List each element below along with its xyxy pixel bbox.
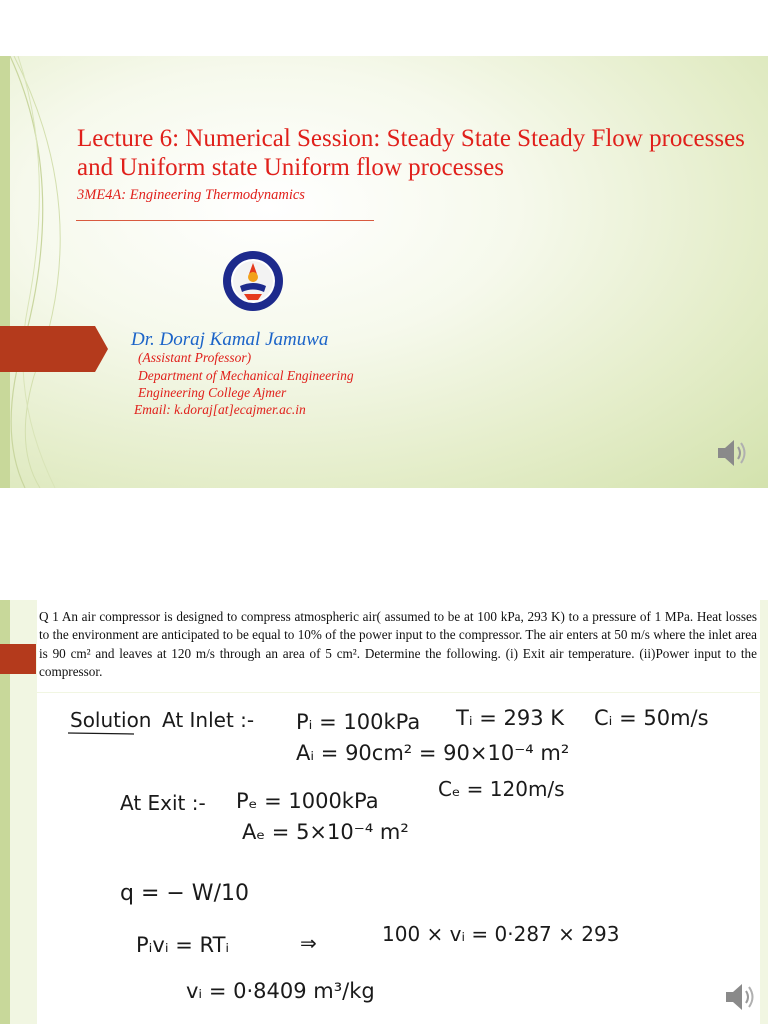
heat-loss-relation: q = − W/10 [120, 881, 249, 906]
presenter-department: Department of Mechanical Engineering [138, 368, 354, 383]
implies-arrow: ⇒ [300, 931, 317, 955]
solution-label: Solution [70, 708, 152, 732]
decorative-arcs [0, 56, 768, 488]
college-logo-icon [222, 250, 284, 312]
handwritten-solution [0, 600, 768, 1024]
presenter-name: Dr. Doraj Kamal Jamuwa [131, 329, 329, 350]
inlet-temperature: Tᵢ = 293 K [456, 706, 565, 730]
presenter-designation: (Assistant Professor) [138, 350, 252, 365]
exit-pressure: Pₑ = 1000kPa [236, 789, 379, 813]
title-divider [76, 220, 374, 221]
ideal-gas-equation: Pᵢvᵢ = RTᵢ [136, 933, 230, 957]
inlet-velocity: Cᵢ = 50m/s [594, 706, 709, 730]
specific-volume-substitution: 100 × vᵢ = 0·287 × 293 [382, 922, 620, 946]
exit-label: At Exit :- [120, 791, 206, 815]
lecture-title: Lecture 6: Numerical Session: Steady State Steady Flow processes and Uniform state Uniform flow processes [77, 125, 745, 181]
specific-volume-result: vᵢ = 0·8409 m³/kg [186, 979, 375, 1003]
speaker-icon[interactable] [716, 436, 752, 470]
presenter-email: Email: k.doraj[at]ecajmer.ac.in [134, 402, 306, 417]
presenter-college: Engineering College Ajmer [138, 385, 287, 400]
inlet-area: Aᵢ = 90cm² = 90×10⁻⁴ m² [296, 741, 570, 765]
question-text: Q 1 An air compressor is designed to compress atmospheric air( assumed to be at 100 kPa, 293 K) to a pressure of 1 MPa. Heat losses to the environment are anticipated to be equal to 10% of the power input to the compressor. The air enters at 50 m/s where the inlet area is 90 cm² and leaves at 120 m/s through an area of 5 cm². Determine the following. (i) Exit air temperature. (ii)Power input to the compressor. [39, 609, 757, 679]
presenter-arrow-marker [0, 326, 108, 372]
inlet-label: At Inlet :- [162, 708, 255, 732]
exit-area: Aₑ = 5×10⁻⁴ m² [242, 820, 409, 844]
course-code: 3ME4A: Engineering Thermodynamics [77, 187, 305, 203]
speaker-icon[interactable] [724, 980, 760, 1014]
inlet-pressure: Pᵢ = 100kPa [296, 710, 421, 734]
exit-velocity: Cₑ = 120m/s [438, 777, 565, 801]
title-slide [0, 56, 768, 488]
question-slide [0, 600, 768, 1024]
solution-underline [68, 733, 134, 734]
